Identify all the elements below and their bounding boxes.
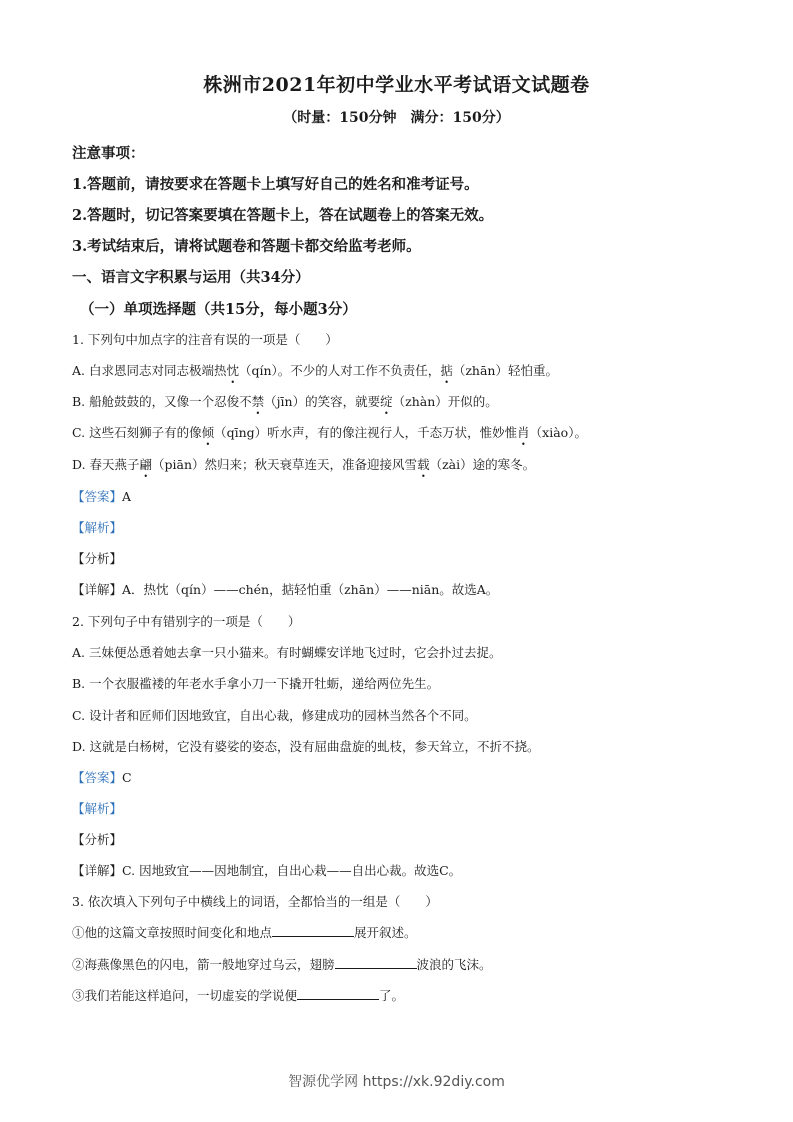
- detail-tag: 【详解】: [72, 863, 123, 878]
- answer-value: A: [122, 489, 132, 504]
- option-d: D. 春天燕子翩（piān）然归来；秋天衰草连天，准备迎接风雪载（zài）途的寒冬。: [72, 457, 536, 472]
- dotted-char: 掂: [440, 363, 453, 378]
- dotted-char: 肖: [517, 425, 530, 440]
- subsection-heading: （一）单项选择题（共15分，每小题3分）: [80, 301, 357, 318]
- fill-sentence: ②海燕像黑色的闪电，箭一般地穿过乌云，翅膀 波浪的飞沫。: [72, 957, 492, 972]
- notice-item: 3.考试结束后，请将试题卷和答题卡都交给监考老师。: [72, 238, 421, 255]
- option-d: D. 这就是白杨树，它没有婆娑的姿态，没有屈曲盘旋的虬枝，参天耸立，不折不挠。: [72, 739, 540, 754]
- dotted-char: 翩: [139, 457, 153, 472]
- page-title: 株洲市2021年初中学业水平考试语文试题卷: [203, 74, 590, 96]
- fenxi-tag: 【分析】: [72, 832, 123, 847]
- question-stem: 1. 下列句中加点字的注音有误的一项是（ ）: [72, 332, 338, 347]
- option-b: B. 一个衣服褴褛的年老水手拿小刀一下撬开牡蛎，递给两位先生。: [72, 676, 440, 691]
- question-stem: 2. 下列句子中有错别字的一项是（ ）: [72, 614, 301, 629]
- fill-blank: [272, 924, 354, 937]
- fill-sentence: ①他的这篇文章按照时间变化和地点 展开叙述。: [72, 925, 417, 940]
- option-a: A. 白求恩同志对同志极端热忱（qín）。不少的人对工作不负责任，掂（zhān）轻怕重。: [72, 363, 558, 378]
- question-stem: 3. 依次填入下列句子中横线上的词语，全都恰当的一组是（ ）: [72, 894, 438, 909]
- dotted-char: 载: [417, 457, 430, 472]
- notice-item: 2.答题时，切记答案要填在答题卡上，答在试题卷上的答案无效。: [72, 207, 494, 224]
- footer-watermark: 智源优学网 https://xk.92diy.com: [288, 1074, 505, 1090]
- option-b: B. 船舱鼓鼓的，又像一个忍俊不禁（jīn）的笑容，就要绽（zhàn）开似的。: [72, 394, 498, 409]
- dotted-char: 禁: [251, 394, 265, 409]
- answer-line: [72, 768, 132, 786]
- detail-text: A．热忱（qín）——chén，掂轻怕重（zhān）——niān。故选A。: [122, 582, 499, 597]
- detail-text: C. 因地致宜——因地制宜，自出心栽——自出心裁。故选C。: [122, 863, 462, 878]
- answer-value: C: [122, 770, 132, 785]
- dotted-char: 绽: [380, 394, 393, 409]
- notice-item: 1.答题前，请按要求在答题卡上填写好自己的姓名和准考证号。: [72, 176, 479, 193]
- answer-tag: 【答案】: [72, 489, 123, 504]
- section-heading: 一、语言文字积累与运用（共34分）: [72, 269, 310, 286]
- option-c: C. 设计者和匠师们因地致宜，自出心裁，修建成功的园林当然各个不同。: [72, 708, 477, 723]
- detail-line: [72, 861, 461, 879]
- answer-line: [72, 487, 131, 505]
- detail-line: [72, 580, 498, 598]
- exam-info: （时量：150分钟 满分：150分）: [283, 110, 510, 126]
- notice-heading: 注意事项：: [72, 145, 145, 162]
- fill-blank: [335, 956, 417, 969]
- dotted-char: 倾: [201, 425, 215, 440]
- answer-tag: 【答案】: [72, 770, 123, 785]
- dotted-char: 忱: [226, 363, 239, 378]
- analysis-tag: 【解析】: [72, 801, 123, 816]
- fill-sentence: ③我们若能这样追问，一切虚妄的学说便 了。: [72, 988, 405, 1003]
- option-a: A. 三妹便怂恿着她去拿一只小猫来。有时蝴蝶安详地飞过时，它会扑过去捉。: [72, 645, 502, 660]
- fill-blank: [297, 987, 379, 1000]
- option-c: C. 这些石刻狮子有的像倾（qīng）听水声，有的像注视行人，千态万状，惟妙惟肖（xiào）。: [72, 425, 587, 440]
- analysis-tag: 【解析】: [72, 520, 123, 535]
- fenxi-tag: 【分析】: [72, 551, 123, 566]
- detail-tag: 【详解】: [72, 582, 123, 597]
